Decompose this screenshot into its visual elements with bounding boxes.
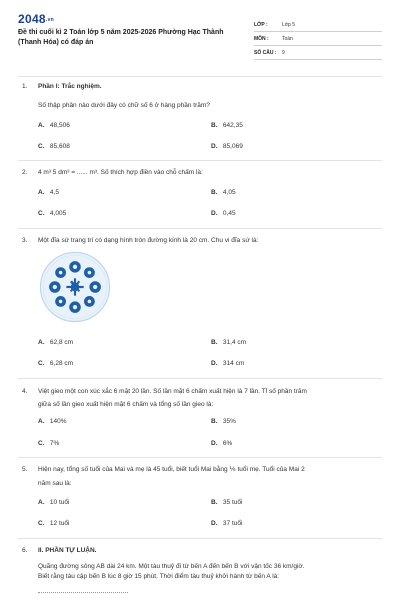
exam-meta bbox=[254, 18, 382, 60]
question-number: 2. bbox=[22, 169, 28, 176]
question-text bbox=[38, 168, 378, 178]
divider bbox=[18, 378, 382, 379]
question-text bbox=[38, 546, 378, 582]
meta-value: Toán bbox=[282, 35, 293, 42]
question-line: Quãng đường sông AB dài 24 km. Một tàu thuỷ đi từ bến A đến bến B với vận tốc 36 km/giờ. bbox=[38, 563, 305, 570]
decorative-plate-image bbox=[39, 251, 111, 323]
meta-value: Lớp 5 bbox=[282, 21, 296, 28]
question-line: Một đĩa sứ trang trí có dạng hình tròn đường kính là 20 cm. Chu vi đĩa sứ là: bbox=[38, 237, 259, 244]
option-c[interactable]: C. 85,608 bbox=[38, 143, 70, 150]
question-text bbox=[38, 236, 378, 246]
option-c[interactable]: C. 12 tuổi bbox=[38, 520, 70, 527]
answer-blank[interactable] bbox=[38, 592, 128, 593]
question-line: Hiện nay, tổng số tuổi của Mai và mẹ là 45 tuổi, biết tuổi Mai bằng ⅙ tuổi mẹ. Tuổi của Mai 2 bbox=[38, 466, 305, 473]
meta-row-class bbox=[254, 18, 382, 32]
option-a[interactable]: A. 140% bbox=[38, 418, 67, 425]
question-text bbox=[38, 465, 378, 489]
question-text bbox=[38, 387, 378, 410]
option-d[interactable]: D. 6% bbox=[211, 440, 233, 447]
question-line: 4 m³ 5 dm³ = ...... m³. Số thích hợp điền vào chỗ chấm là: bbox=[38, 169, 203, 176]
question-line: Biết rằng tàu cập bến B lúc 8 giờ 15 phút. Thời điểm tàu thuỷ khởi hành từ bến A là: bbox=[38, 573, 280, 580]
meta-value: 9 bbox=[282, 49, 285, 56]
question-text bbox=[38, 82, 378, 111]
question-number: 5. bbox=[22, 466, 28, 473]
option-d[interactable]: D. 314 cm bbox=[211, 360, 245, 367]
option-d[interactable]: D. 37 tuổi bbox=[211, 520, 243, 527]
site-logo[interactable]: 2048.vn bbox=[18, 12, 55, 26]
option-c[interactable]: C. 6,28 cm bbox=[38, 360, 74, 367]
option-b[interactable]: B. 31,4 cm bbox=[211, 339, 247, 346]
option-b[interactable]: B. 4,05 bbox=[211, 189, 236, 196]
exam-title: Đề thi cuối kì 2 Toán lớp 5 năm 2025-2026 Phường Hạc Thành (Thanh Hóa) có đáp án bbox=[18, 29, 224, 46]
divider bbox=[18, 228, 382, 229]
section-heading: Phần I: Trắc nghiệm. bbox=[38, 83, 102, 90]
question-number: 1. bbox=[22, 83, 28, 90]
option-a[interactable]: A. 4,5 bbox=[38, 189, 59, 196]
section-heading: II. PHẦN TỰ LUẬN. bbox=[38, 547, 97, 554]
option-d[interactable]: D. 85,069 bbox=[211, 143, 243, 150]
option-b[interactable]: B. 35 tuổi bbox=[211, 499, 243, 506]
option-d[interactable]: D. 0,45 bbox=[211, 210, 236, 217]
option-b[interactable]: B. 642,35 bbox=[211, 122, 243, 129]
question-number: 6. bbox=[22, 547, 28, 554]
question-line: giữa số lần gieo xuất hiện mặt 6 chấm và tổng số lần gieo là: bbox=[38, 401, 214, 408]
option-a[interactable]: A. 10 tuổi bbox=[38, 499, 70, 506]
divider bbox=[18, 160, 382, 161]
divider bbox=[18, 76, 382, 77]
meta-row-count bbox=[254, 46, 382, 60]
exam-header bbox=[18, 12, 382, 72]
question-number: 4. bbox=[22, 388, 28, 395]
meta-key: SỐ CÂU : bbox=[254, 49, 277, 56]
option-b[interactable]: B. 35% bbox=[211, 418, 236, 425]
meta-row-subject bbox=[254, 32, 382, 46]
question-line: năm sau là: bbox=[38, 480, 72, 487]
question-line: Việt gieo một con xúc xắc 6 mặt 20 lần. Số lần mặt 6 chấm xuất hiện là 7 lần. Tỉ số phần trăm bbox=[38, 388, 307, 395]
divider bbox=[18, 538, 382, 539]
option-a[interactable]: A. 48,506 bbox=[38, 122, 70, 129]
option-a[interactable]: A. 62,8 cm bbox=[38, 339, 74, 346]
divider bbox=[18, 457, 382, 458]
option-c[interactable]: C. 7% bbox=[38, 440, 60, 447]
meta-key: MÔN : bbox=[254, 35, 269, 42]
meta-key: LỚP : bbox=[254, 21, 268, 28]
question-line: Số thập phân nào dưới đây có chữ số 6 ở hàng phần trăm? bbox=[38, 102, 210, 109]
question-number: 3. bbox=[22, 237, 28, 244]
option-c[interactable]: C. 4,005 bbox=[38, 210, 67, 217]
